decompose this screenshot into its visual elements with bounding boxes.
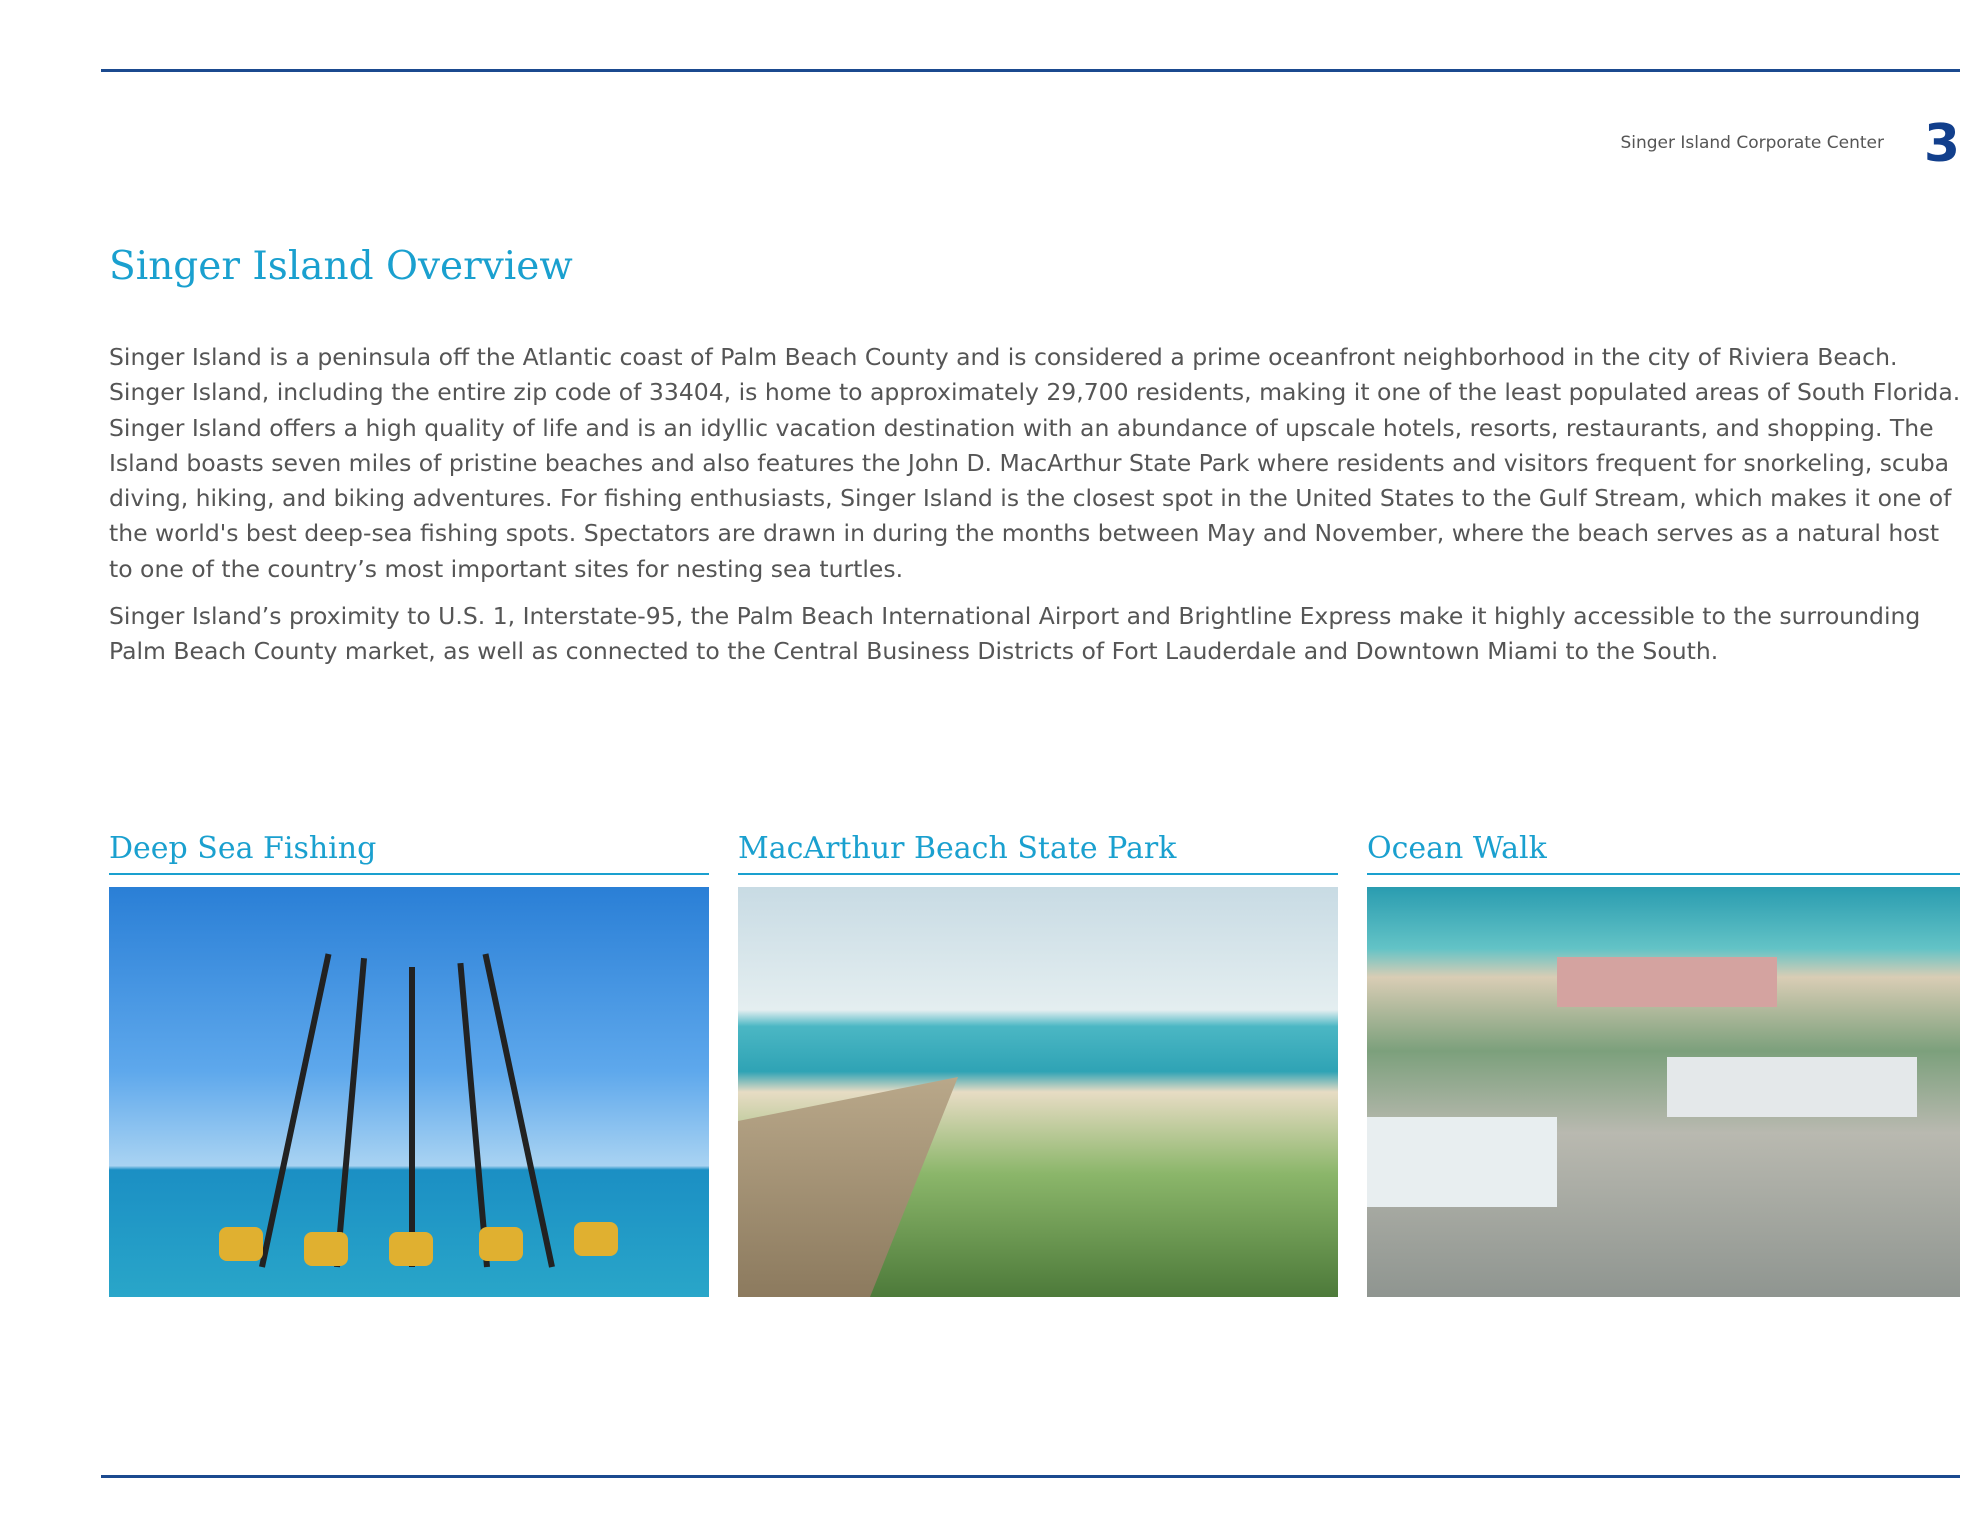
feature-deep-sea-fishing [109,825,709,1297]
body-line: Singer Island is a peninsula off the Atlantic coast of Palm Beach County and is considered a prime oceanfront neighborhood in the city of Riviera Beach. [109,343,1898,371]
body-line: the world's best deep-sea fishing spots. Spectators are drawn in during the months between May and November, where the beach serves as a natural host [109,519,1940,548]
body-line: Singer Island’s proximity to U.S. 1, Interstate-95, the Palm Beach International Airport and Brightline Express make it highly accessible to the surrounding [109,602,1921,631]
body-line: Island boasts seven miles of pristine beaches and also features the John D. MacArthur State Park where residents and visitors frequent for snorkeling, scuba [109,448,1950,477]
boardwalk-beach-photo [738,887,1338,1297]
overview-body [109,340,1960,670]
ocean-walk-aerial-photo [1367,887,1960,1297]
top-rule [101,69,1960,72]
fishing-rods-photo [109,887,709,1297]
body-line: diving, hiking, and biking adventures. For fishing enthusiasts, Singer Island is the closest spot in the United States to the Gulf Stream, which makes it one of [109,484,1952,513]
body-line: Palm Beach County market, as well as connected to the Central Business Districts of Fort Lauderdale and Downtown Miami to the South. [109,637,1719,666]
body-line: Singer Island, including the entire zip code of 33404, is home to approximately 29,700 residents, making it one of the least populated areas of South Florida. [109,378,1960,407]
page-title: Singer Island Overview [109,244,573,289]
page-number: 3 [1923,114,1960,174]
feature-heading: MacArthur Beach State Park [738,825,1338,875]
feature-macarthur-park [738,825,1338,1297]
feature-heading: Deep Sea Fishing [109,825,709,875]
feature-heading: Ocean Walk [1367,825,1960,875]
bottom-rule [101,1475,1960,1478]
feature-ocean-walk [1367,825,1960,1297]
document-name: Singer Island Corporate Center [1620,133,1884,153]
body-line: to one of the country’s most important sites for nesting sea turtles. [109,554,904,583]
body-line: Singer Island offers a high quality of life and is an idyllic vacation destination with an abundance of upscale hotels, resorts, restaurants, and shopping. The [109,413,1934,442]
